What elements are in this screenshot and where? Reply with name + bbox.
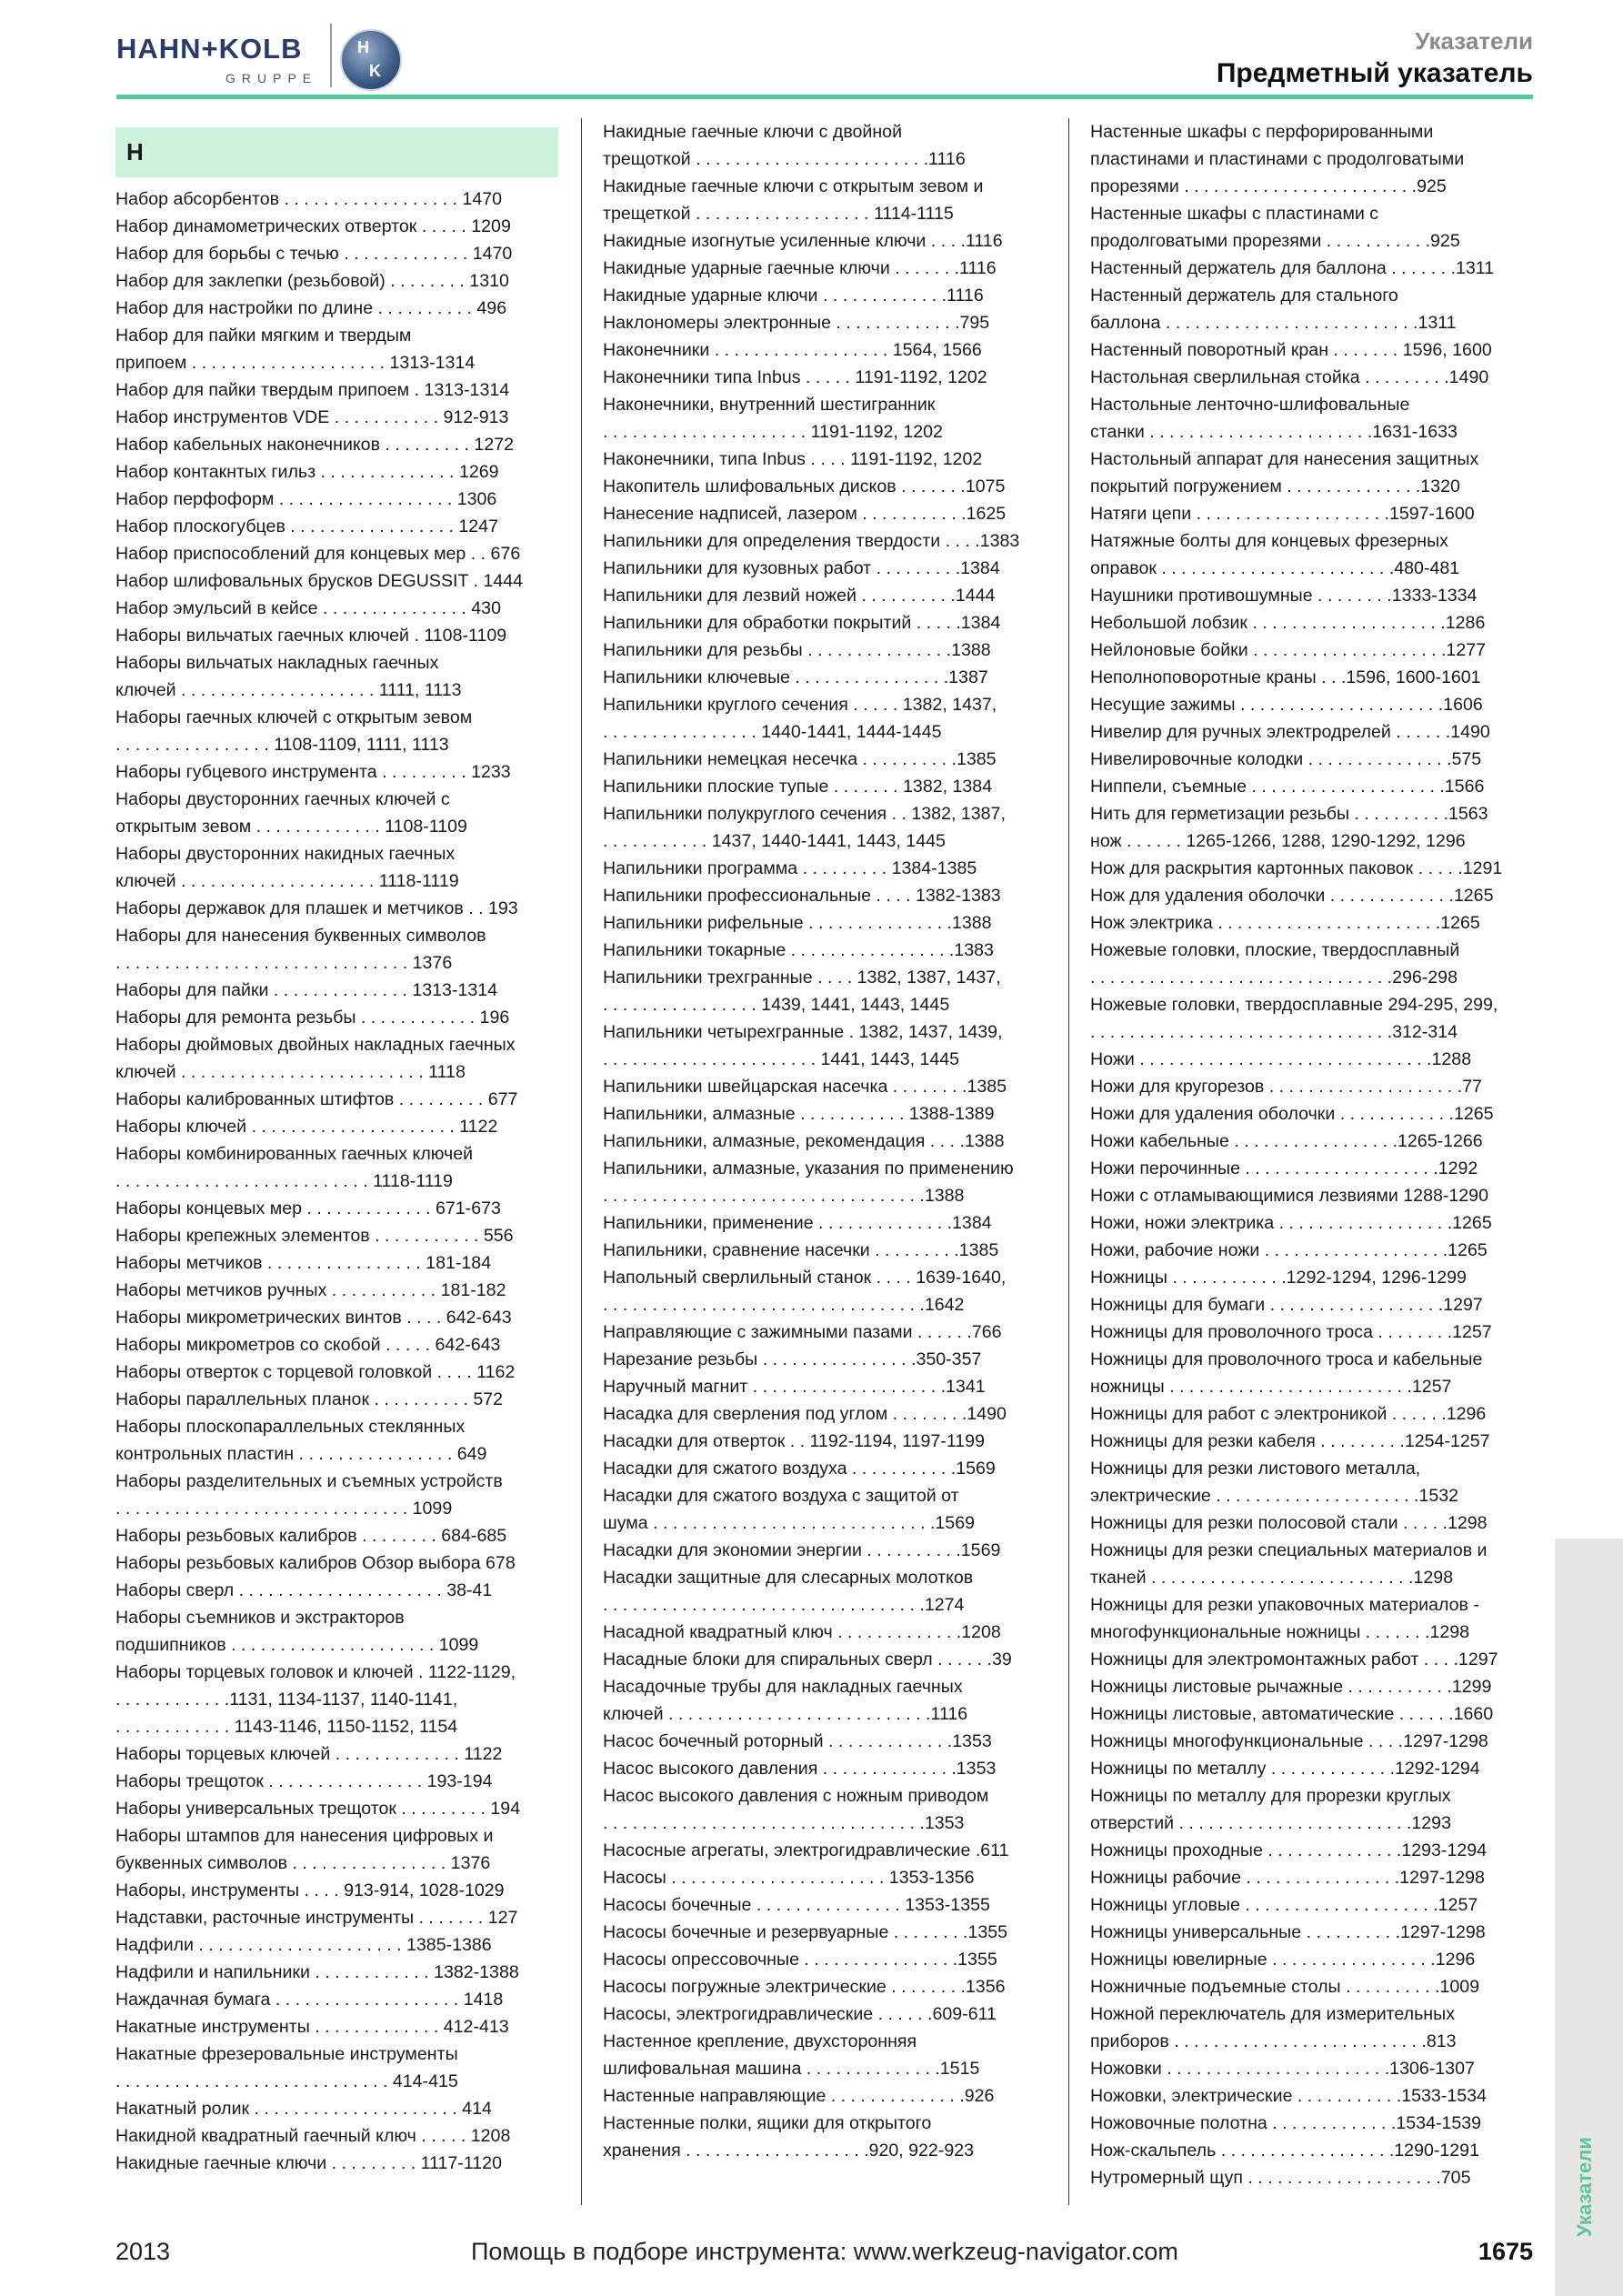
index-entry: Накидные гаечные ключи с открытым зевом и	[603, 176, 984, 196]
index-entry: Набор контакнтых гильз . . . . . . . . . . . . . . 1269	[115, 462, 499, 482]
index-entry: Ножницы листовые, автоматические . . . . . .1660	[1090, 1704, 1494, 1724]
index-entry: Настольный аппарат для нанесения защитных	[1090, 449, 1479, 469]
index-entry: пластинами и пластинами с продолговатыми	[1090, 149, 1465, 169]
index-entry: Ножницы для работ с электроникой . . . . . .1296	[1090, 1404, 1487, 1424]
logo-subtext: GRUPPE	[225, 71, 318, 85]
index-entries	[1090, 118, 1533, 2191]
index-entry: Несущие зажимы . . . . . . . . . . . . . . . . . . . . .1606	[1090, 695, 1483, 715]
index-entry: Ножничные подъемные столы . . . . . . . . . .1009	[1090, 1977, 1480, 1997]
index-entry: Наборы губцевого инструмента . . . . . . . . . 1233	[115, 762, 511, 782]
page-title: Предметный указатель	[1216, 58, 1533, 88]
index-entry: Набор динамометрических отверток . . . . . 1209	[115, 216, 511, 236]
index-entry: подшипников . . . . . . . . . . . . . . . . . . . . . 1099	[115, 1635, 479, 1655]
index-entry: Настенные шкафы с перфорированными	[1090, 122, 1434, 142]
index-entry: Насос высокого давления с ножным приводом	[603, 1786, 989, 1806]
index-entry: Нож для удаления оболочки . . . . . . . . . . . . .1265	[1090, 886, 1494, 906]
index-entry: шума . . . . . . . . . . . . . . . . . . . . . . . . . . . . .1569	[603, 1513, 975, 1533]
index-entry: Наборы микрометрических винтов . . . . 642-643	[115, 1308, 512, 1328]
column-divider	[1068, 118, 1069, 2205]
index-entry: Наборы резьбовых калибров Обзор выбора 678	[115, 1553, 516, 1573]
index-entry: Ножницы ювелирные . . . . . . . . . . . . . . . . .1296	[1090, 1950, 1476, 1970]
index-entry: Наборы универсальных трещоток . . . . . . . . . 194	[115, 1799, 521, 1819]
index-entry: Напильники, применение . . . . . . . . . . . . . .1384	[603, 1213, 992, 1233]
index-entry: Нож электрика . . . . . . . . . . . . . . . . . . . . . . .1265	[1090, 913, 1480, 933]
index-entry: Наконечники, внутренний шестигранник	[603, 395, 936, 415]
index-entry: Наборы гаечных ключей с открытым зевом	[115, 707, 473, 727]
index-entry: Наборы комбинированных гаечных ключей	[115, 1144, 474, 1164]
logo-text: HAHN+KOLB	[116, 33, 303, 65]
index-entry: Наборы отверток с торцевой головкой . . . . 1162	[115, 1362, 516, 1382]
index-entry: Насадки для экономии энергии . . . . . . . . . .1569	[603, 1540, 1001, 1560]
index-entry: Накидные изогнутые усиленные ключи . . . .1116	[603, 231, 1003, 251]
index-entry: Наконечники типа Inbus . . . . . 1191-1192, 1202	[603, 367, 987, 387]
index-entry: Наборы крепежных элементов . . . . . . . . . . . 556	[115, 1226, 514, 1246]
index-entry: . . . . . . . . . . . . . . . . . . . . . 1191-1192, 1202	[603, 422, 943, 442]
index-entry: . . . . . . . . . . . . . . . . . . . . . . . . . . . . . . 1099	[115, 1499, 453, 1519]
index-entry: Наборы дюймовых двойных накладных гаечных	[115, 1035, 516, 1055]
index-entry: Наборы штампов для нанесения цифровых и	[115, 1826, 494, 1846]
index-entry: Напильники программа . . . . . . . . . 1384-1385	[603, 858, 977, 878]
index-entry: Наборы для ремонта резьбы . . . . . . . . . . . . 196	[115, 1008, 510, 1028]
index-entry: Напильники круглого сечения . . . . . 1382, 1437,	[603, 695, 997, 715]
index-entry: Насосы бочечные и резервуарные . . . . . . . .1355	[603, 1922, 1008, 1942]
index-entry: шлифовальная машина . . . . . . . . . . . . . .1515	[603, 2059, 980, 2079]
index-entry: Нейлоновые бойки . . . . . . . . . . . . . . . . . . . .1277	[1090, 640, 1487, 660]
index-entry: отверстий . . . . . . . . . . . . . . . . . . . . . . . .1293	[1090, 1813, 1451, 1833]
index-entry: Насадные блоки для спиральных сверл . . . . . .39	[603, 1649, 1012, 1669]
index-entry: трещоткой . . . . . . . . . . . . . . . . . . . . . . . .1116	[603, 149, 966, 169]
index-entry: Ножовки, электрические . . . . . . . . . . .1533-1534	[1090, 2086, 1487, 2106]
index-entry: Набор плоскогубцев . . . . . . . . . . . . . . . . . 1247	[115, 516, 498, 536]
index-entry: Настенные полки, ящики для открытого	[603, 2113, 932, 2133]
index-entry: . . . . . . . . . . . .1131, 1134-1137, 1140-1141,	[115, 1689, 458, 1709]
logo-divider	[330, 24, 332, 87]
index-entry: Ножи . . . . . . . . . . . . . . . . . . . . . . . . . . . . . .1288	[1090, 1049, 1472, 1069]
section-letter-heading: Н	[115, 127, 558, 177]
index-entry: Надфили и напильники . . . . . . . . . . . . 1382-1388	[115, 1962, 519, 1982]
index-entry: Набор для борьбы с течью . . . . . . . . . . . . . 1470	[115, 244, 513, 264]
index-entry: Накатный ролик . . . . . . . . . . . . . . . . . . . . . 414	[115, 2099, 492, 2119]
page-header	[0, 0, 1623, 100]
side-tab-label: Указатели	[1573, 2137, 1596, 2237]
index-entry: Напильники, алмазные, рекомендация . . . .1388	[603, 1131, 1005, 1151]
index-entry: Накатные фрезеровальные инструменты	[115, 2044, 458, 2064]
index-entry: . . . . . . . . . . . . 1143-1146, 1150-1152, 1154	[115, 1717, 458, 1737]
index-entry: Настенный поворотный кран . . . . . . . 1596, 1600	[1090, 340, 1492, 360]
index-entry: Наборы трещоток . . . . . . . . . . . . . . . . 193-194	[115, 1771, 493, 1791]
index-entry: Ножницы для проволочного троса и кабельные	[1090, 1349, 1483, 1369]
index-entry: Нож-скальпель . . . . . . . . . . . . . . . . . .1290-1291	[1090, 2141, 1479, 2161]
index-entry: приборов . . . . . . . . . . . . . . . . . . . . . . . . . .813	[1090, 2031, 1457, 2051]
index-entry: Ножи с отламывающимися лезвиями 1288-1290	[1090, 1186, 1488, 1206]
index-entry: Ножницы для резки кабеля . . . . . . . . .1254-1257	[1090, 1431, 1490, 1451]
index-entry: Ножницы для электромонтажных работ . . . .1297	[1090, 1649, 1498, 1669]
index-entry: Насадки для отверток . . 1192-1194, 1197-1199	[603, 1431, 985, 1451]
index-entry: ключей . . . . . . . . . . . . . . . . . . . . . . . . . 1118	[115, 1062, 466, 1082]
index-entry: Ножи, рабочие ножи . . . . . . . . . . . . . . . . . . .1265	[1090, 1240, 1488, 1260]
index-entry: Настенные направляющие . . . . . . . . . . . . . .926	[603, 2086, 995, 2106]
index-entry: Наборы торцевых головок и ключей . 1122-1129,	[115, 1662, 516, 1682]
index-entry: . . . . . . . . . . . . . . . . . . . . . . . . . . . . . . .296-298	[1090, 968, 1458, 988]
index-entry: Наклономеры электронные . . . . . . . . . . . . .795	[603, 313, 990, 333]
index-entry: Нутромерный щуп . . . . . . . . . . . . . . . . . . . .705	[1090, 2168, 1471, 2188]
index-entry: Нивелир для ручных электродрелей . . . . . .1490	[1090, 722, 1490, 742]
index-entry: Напильники для лезвий ножей . . . . . . . . . .1444	[603, 586, 996, 606]
index-entry: Набор перфоформ . . . . . . . . . . . . . . . . . . 1306	[115, 489, 497, 509]
index-entry: Надставки, расточные инструменты . . . . . . . 127	[115, 1908, 518, 1928]
index-entries	[603, 118, 1044, 2164]
index-entry: Насос высокого давления . . . . . . . . . . . . . .1353	[603, 1759, 997, 1779]
index-entry: . . . . . . . . . . . . . . . . . . . . . . 1441, 1443, 1445	[603, 1049, 960, 1069]
index-entry: Наборы торцевых ключей . . . . . . . . . . . . . 1122	[115, 1744, 503, 1764]
index-entry: прорезями . . . . . . . . . . . . . . . . . . . . . . . .925	[1090, 176, 1447, 196]
index-entry: Насадки для сжатого воздуха с защитой от	[603, 1486, 959, 1506]
index-entry: . . . . . . . . . . . . . . . . . . . . . . . . . . . . . . . . .1353	[603, 1813, 965, 1833]
index-entry: Насадки защитные для слесарных молотков	[603, 1568, 974, 1588]
index-entry: Набор шлифовальных брусков DEGUSSIT . 1444	[115, 571, 524, 591]
index-entry: Напильники токарные . . . . . . . . . . . . . . . . .1383	[603, 940, 994, 960]
index-entry: Напильники трехгранные . . . . 1382, 1387, 1437,	[603, 968, 1001, 988]
index-entries	[115, 185, 558, 2177]
index-entry: Наборы калиброванных штифтов . . . . . . . . . 677	[115, 1089, 518, 1109]
index-entry: контрольных пластин . . . . . . . . . . . . . . . . 649	[115, 1444, 487, 1464]
index-entry: ножницы . . . . . . . . . . . . . . . . . . . . . . . . .1257	[1090, 1377, 1452, 1397]
index-entry: Ножи для кругорезов . . . . . . . . . . . . . . . . . . . .77	[1090, 1077, 1482, 1097]
index-entry: Ножницы по металлу . . . . . . . . . . . . .1292-1294	[1090, 1759, 1480, 1779]
index-entry: Ножи, ножи электрика . . . . . . . . . . . . . . . . . .1265	[1090, 1213, 1492, 1233]
index-entry: припоем . . . . . . . . . . . . . . . . . . . . 1313-1314	[115, 353, 476, 373]
index-column-1	[115, 118, 558, 2177]
index-entry: Накидные ударные гаечные ключи . . . . . . .1116	[603, 258, 997, 278]
index-entry: Ножи перочинные . . . . . . . . . . . . . . . . . . . .1292	[1090, 1158, 1478, 1178]
index-entry: Наборы сверл . . . . . . . . . . . . . . . . . . . . . 38-41	[115, 1580, 493, 1600]
index-entry: Наконечники, типа Inbus . . . . 1191-1192, 1202	[603, 449, 983, 469]
index-entry: Насадной квадратный ключ . . . . . . . . . . . . .1208	[603, 1622, 1001, 1642]
index-entry: открытым зевом . . . . . . . . . . . . . 1108-1109	[115, 817, 467, 837]
index-entry: Набор для настройки по длине . . . . . . . . . . 496	[115, 298, 507, 318]
index-entry: Накидные гаечные ключи . . . . . . . . . 1117-1120	[115, 2153, 502, 2173]
index-entry: Настенный держатель для баллона . . . . . . .1311	[1090, 258, 1495, 278]
index-entry: Напольный сверлильный станок . . . . 1639-1640,	[603, 1268, 1007, 1288]
index-entry: . . . . . . . . . . . . . . . . . . . . . . . . . . . . . . . . .1274	[603, 1595, 965, 1615]
index-entry: Насосы погружные электрические . . . . . . . .1356	[603, 1977, 1006, 1997]
index-entry: Напильники, алмазные . . . . . . . . . . . 1388-1389	[603, 1104, 995, 1124]
index-entry: Ножницы листовые рычажные . . . . . . . . . . .1299	[1090, 1677, 1492, 1697]
index-entry: Натяжные болты для концевых фрезерных	[1090, 531, 1448, 551]
index-entry: Насосы опрессовочные . . . . . . . . . . . . . . . .1355	[603, 1950, 997, 1970]
index-entry: Настенный держатель для стального	[1090, 286, 1398, 306]
index-entry: Наборы микрометров со скобой . . . . . 642-643	[115, 1335, 501, 1355]
index-entry: Наборы концевых мер . . . . . . . . . . . . . 671-673	[115, 1198, 501, 1218]
index-entry: Наборы, инструменты . . . . 913-914, 1028-1029	[115, 1880, 505, 1900]
index-entry: Напильники для резьбы . . . . . . . . . . . . . . .1388	[603, 640, 991, 660]
index-entry: Набор эмульсий в кейсе . . . . . . . . . . . . . . . 430	[115, 598, 501, 618]
index-entry: Набор для заклепки (резьбовой) . . . . . . . . 1310	[115, 271, 509, 291]
index-entry: Ножевые головки, твердосплавные 294-295, 299,	[1090, 995, 1498, 1015]
index-entry: покрытий погружением . . . . . . . . . . . . . .1320	[1090, 476, 1460, 496]
index-entry: Напильники, алмазные, указания по применению	[603, 1158, 1014, 1178]
index-entry: Напильники полукруглого сечения . . 1382, 1387,	[603, 804, 1006, 824]
index-entry: Наручный магнит . . . . . . . . . . . . . . . . . . . .1341	[603, 1377, 986, 1397]
index-entry: Набор кабельных наконечников . . . . . . . . . 1272	[115, 435, 515, 455]
index-entry: . . . . . . . . . . . . . . . . . . . . . . . . . . . . . . . . .1642	[603, 1295, 965, 1315]
index-entry: Набор инструментов VDE . . . . . . . . . . . 912-913	[115, 407, 509, 427]
index-column-2	[603, 118, 1044, 2164]
section-category: Указатели	[1415, 27, 1533, 55]
index-entry: . . . . . . . . . . . . . . . . 1440-1441, 1444-1445	[603, 722, 942, 742]
index-entry: Нарезание резьбы . . . . . . . . . . . . . . . .350-357	[603, 1349, 982, 1369]
footer-year: 2013	[115, 2238, 171, 2265]
index-entry: Ножницы рабочие . . . . . . . . . . . . . . . .1297-1298	[1090, 1868, 1485, 1888]
logo-emblem-icon: H K	[340, 29, 402, 91]
index-entry: Наборы метчиков . . . . . . . . . . . . . . . . 181-184	[115, 1253, 492, 1273]
index-entry: Напильники четырехгранные . 1382, 1437, 1439,	[603, 1022, 1003, 1042]
index-entry: тканей . . . . . . . . . . . . . . . . . . . . . . . . . . .1298	[1090, 1568, 1454, 1588]
index-entry: Напильники рифельные . . . . . . . . . . . . . . .1388	[603, 913, 992, 933]
index-entry: Наборы резьбовых калибров . . . . . . . . 684-685	[115, 1526, 507, 1546]
index-entry: Наборы вильчатых гаечных ключей . 1108-1109	[115, 626, 507, 646]
index-entry: Набор приспособлений для концевых мер . . 676	[115, 544, 521, 564]
index-entry: Ножовки . . . . . . . . . . . . . . . . . . . . . . .1306-1307	[1090, 2059, 1475, 2079]
column-divider	[581, 118, 582, 2205]
index-entry: Ножницы универсальные . . . . . . . . . .1297-1298	[1090, 1922, 1486, 1942]
index-entry: . . . . . . . . . . . . . . . . 1108-1109, 1111, 1113	[115, 735, 449, 755]
index-entry: Ножницы . . . . . . . . . . . .1292-1294, 1296-1299	[1090, 1268, 1467, 1288]
index-entry: Настольная сверлильная стойка . . . . . . . . .1490	[1090, 367, 1489, 387]
index-entry: Наушники противошумные . . . . . . . .1333-1334	[1090, 586, 1478, 606]
index-entry: Накидные гаечные ключи с двойной	[603, 122, 903, 142]
index-entry: Насадка для сверления под углом . . . . . . . .1490	[603, 1404, 1007, 1424]
index-entry: Наборы вильчатых накладных гаечных	[115, 653, 439, 673]
index-entry: Ниппели, съемные . . . . . . . . . . . . . . . . . . . .1566	[1090, 777, 1485, 797]
index-entry: Ножницы для резки специальных материалов и	[1090, 1540, 1488, 1560]
index-entry: Напильники швейцарская насечка . . . . . . . .1385	[603, 1077, 1007, 1097]
index-entry: станки . . . . . . . . . . . . . . . . . . . . . . .1631-1633	[1090, 422, 1458, 442]
index-entry: Ножи кабельные . . . . . . . . . . . . . . . . .1265-1266	[1090, 1131, 1483, 1151]
index-entry: Ножницы проходные . . . . . . . . . . . . . .1293-1294	[1090, 1840, 1488, 1860]
index-entry: Насосные агрегаты, электрогидравлические .611	[603, 1840, 1009, 1860]
index-entry: . . . . . . . . . . . . . . . . . . . . . . . . . . . . . . .312-314	[1090, 1022, 1458, 1042]
index-entry: Ножницы для резки упаковочных материалов -	[1090, 1595, 1479, 1615]
index-entry: Наконечники . . . . . . . . . . . . . . . . . . 1564, 1566	[603, 340, 982, 360]
index-entry: буквенных символов . . . . . . . . . . . . . . . . 1376	[115, 1853, 491, 1873]
index-entry: Наборы метчиков ручных . . . . . . . . . . . 181-182	[115, 1280, 506, 1300]
index-entry: Напильники немецкая несечка . . . . . . . . . .1385	[603, 749, 997, 769]
index-entry: баллона . . . . . . . . . . . . . . . . . . . . . . . . . .1311	[1090, 313, 1457, 333]
index-entry: Насадочные трубы для накладных гаечных	[603, 1677, 963, 1697]
index-entry: нож . . . . . . 1265-1266, 1288, 1290-1292, 1296	[1090, 831, 1466, 851]
index-entry: хранения . . . . . . . . . . . . . . . . . . .920, 922-923	[603, 2141, 975, 2161]
index-entry: Накопитель шлифовальных дисков . . . . . . .1075	[603, 476, 1006, 496]
index-entry: Нож для раскрытия картонных паковок . . . . .1291	[1090, 858, 1503, 878]
index-entry: Напильники, сравнение насечки . . . . . . . . .1385	[603, 1240, 999, 1260]
index-entry: Насадки для сжатого воздуха . . . . . . . . . . .1569	[603, 1459, 996, 1479]
index-entry: Насосы . . . . . . . . . . . . . . . . . . . . . . 1353-1356	[603, 1868, 975, 1888]
index-entry: Ножницы для резки листового металла,	[1090, 1459, 1421, 1479]
index-entry: Набор абсорбентов . . . . . . . . . . . . . . . . . . 1470	[115, 189, 503, 209]
index-entry: Нанесение надписей, лазером . . . . . . . . . . .1625	[603, 504, 1007, 524]
index-entry: . . . . . . . . . . . . . . . . . . . . . . . . . . . . 414-415	[115, 2071, 458, 2091]
footer-help-link[interactable]: Помощь в подборе инструмента: www.werkzeug-navigator.com	[471, 2238, 1178, 2265]
index-entry: ключей . . . . . . . . . . . . . . . . . . . . 1118-1119	[115, 871, 459, 891]
index-entry: Наборы двусторонних гаечных ключей с	[115, 789, 450, 809]
index-entry: . . . . . . . . . . . . . . . . . . . . . . . . . . . . . . 1376	[115, 953, 453, 973]
index-entry: Наборы двусторонних накидных гаечных	[115, 844, 456, 864]
index-entry: трещеткой . . . . . . . . . . . . . . . . . . 1114-1115	[603, 204, 954, 224]
index-entry: Наборы для пайки . . . . . . . . . . . . . . 1313-1314	[115, 980, 498, 1000]
index-column-3	[1090, 118, 1533, 2191]
index-entry: ключей . . . . . . . . . . . . . . . . . . . . 1111, 1113	[115, 680, 462, 700]
index-entry: Ножницы для бумаги . . . . . . . . . . . . . . . . . .1297	[1090, 1295, 1483, 1315]
index-entry: Ножевые головки, плоские, твердосплавный	[1090, 940, 1460, 960]
index-entry: Ножовочные полотна . . . . . . . . . . . . .1534-1539	[1090, 2113, 1482, 2133]
index-entry: Наборы плоскопараллельных стеклянных	[115, 1417, 466, 1437]
index-entry: Неполноповоротные краны . . .1596, 1600-1601	[1090, 667, 1481, 687]
index-entry: Надфили . . . . . . . . . . . . . . . . . . . . . 1385-1386	[115, 1935, 492, 1955]
index-entry: Ножницы многофункциональные . . . .1297-1298	[1090, 1731, 1488, 1751]
index-entry: Наборы ключей . . . . . . . . . . . . . . . . . . . . . 1122	[115, 1117, 498, 1137]
index-entry: многофункциональные ножницы . . . . . . .1298	[1090, 1622, 1470, 1642]
index-entry: Нить для герметизации резьбы . . . . . . . . . .1563	[1090, 804, 1488, 824]
page-number: 1675	[1478, 2238, 1533, 2265]
index-entry: . . . . . . . . . . . . . . . . . . . . . . . . . . 1118-1119	[115, 1171, 453, 1191]
index-entry: Насосы, электрогидравлические . . . . . .609-611	[603, 2004, 997, 2024]
index-entry: Ножницы угловые . . . . . . . . . . . . . . . . . . . .1257	[1090, 1895, 1478, 1915]
index-entry: Набор для пайки мягким и твердым	[115, 326, 412, 346]
index-entry: Накидные ударные ключи . . . . . . . . . . . . .1116	[603, 286, 984, 306]
index-entry: Напильники для определения твердости . . . .1383	[603, 531, 1020, 551]
index-entry: Ножницы по металлу для прорезки круглых	[1090, 1786, 1451, 1806]
index-entry: электрические . . . . . . . . . . . . . . . . . . . . .1532	[1090, 1486, 1459, 1506]
index-entry: Настенное крепление, двухсторонняя	[603, 2031, 917, 2051]
index-entry: Набор для пайки твердым припоем . 1313-1314	[115, 380, 510, 400]
index-entry: Ножи для удаления оболочки . . . . . . . . . . . .1265	[1090, 1104, 1494, 1124]
index-entry: Нивелировочные колодки . . . . . . . . . . . . . . .575	[1090, 749, 1482, 769]
index-entry: Напильники плоские тупые . . . . . . . 1382, 1384	[603, 777, 993, 797]
index-entry: Наборы державок для плашек и метчиков . . 193	[115, 898, 518, 918]
index-entry: Ножницы для проволочного троса . . . . . . . .1257	[1090, 1322, 1492, 1342]
index-entry: . . . . . . . . . . . . . . . . . . . . . . . . . . . . . . . . .1388	[603, 1186, 965, 1206]
page-footer	[0, 2232, 1623, 2278]
index-entry: . . . . . . . . . . . . . . . . 1439, 1441, 1443, 1445	[603, 995, 950, 1015]
index-entry: Напильники профессиональные . . . . 1382-1383	[603, 886, 1001, 906]
index-entry: . . . . . . . . . . . 1437, 1440-1441, 1443, 1445	[603, 831, 946, 851]
index-entry: Наборы для нанесения буквенных символов	[115, 926, 486, 946]
index-entry: оправок . . . . . . . . . . . . . . . . . . . . . . . .480-481	[1090, 558, 1460, 578]
index-entry: Напильники для обработки покрытий . . . . .1384	[603, 613, 1001, 633]
index-entry: Насос бочечный роторный . . . . . . . . . . . . .1353	[603, 1731, 992, 1751]
index-entry: Напильники для кузовных работ . . . . . . . . .1384	[603, 558, 1000, 578]
index-entry: Насосы бочечные . . . . . . . . . . . . . . . 1353-1355	[603, 1895, 990, 1915]
index-entry: Настольные ленточно-шлифовальные	[1090, 395, 1410, 415]
index-entry: Ножной переключатель для измерительных	[1090, 2004, 1455, 2024]
index-entry: Наждачная бумага . . . . . . . . . . . . . . . . . . . 1418	[115, 1990, 504, 2010]
index-entry: Накатные инструменты . . . . . . . . . . . . . 412-413	[115, 2017, 509, 2037]
index-entry: Наборы параллельных планок . . . . . . . . . . 572	[115, 1389, 504, 1409]
index-entry: Небольшой лобзик . . . . . . . . . . . . . . . . . . . .1286	[1090, 613, 1486, 633]
index-entry: Ножницы для резки полосовой стали . . . . .1298	[1090, 1513, 1488, 1533]
index-entry: Настенные шкафы с пластинами с	[1090, 204, 1379, 224]
index-entry: Натяги цепи . . . . . . . . . . . . . . . . . . . .1597-1600	[1090, 504, 1475, 524]
index-entry: продолговатыми прорезями . . . . . . . . . . .925	[1090, 231, 1460, 251]
index-entry: Напильники ключевые . . . . . . . . . . . . . . . .1387	[603, 667, 988, 687]
header-rule	[116, 95, 1533, 99]
index-entry: Наборы разделительных и съемных устройств	[115, 1471, 503, 1491]
index-entry: Накидной квадратный гаечный ключ . . . . . 1208	[115, 2126, 511, 2146]
index-entry: Направляющие с зажимными пазами . . . . . .766	[603, 1322, 1002, 1342]
index-entry: ключей . . . . . . . . . . . . . . . . . . . . . . . . . . .1116	[603, 1704, 968, 1724]
index-entry: Наборы съемников и экстракторов	[115, 1608, 405, 1628]
